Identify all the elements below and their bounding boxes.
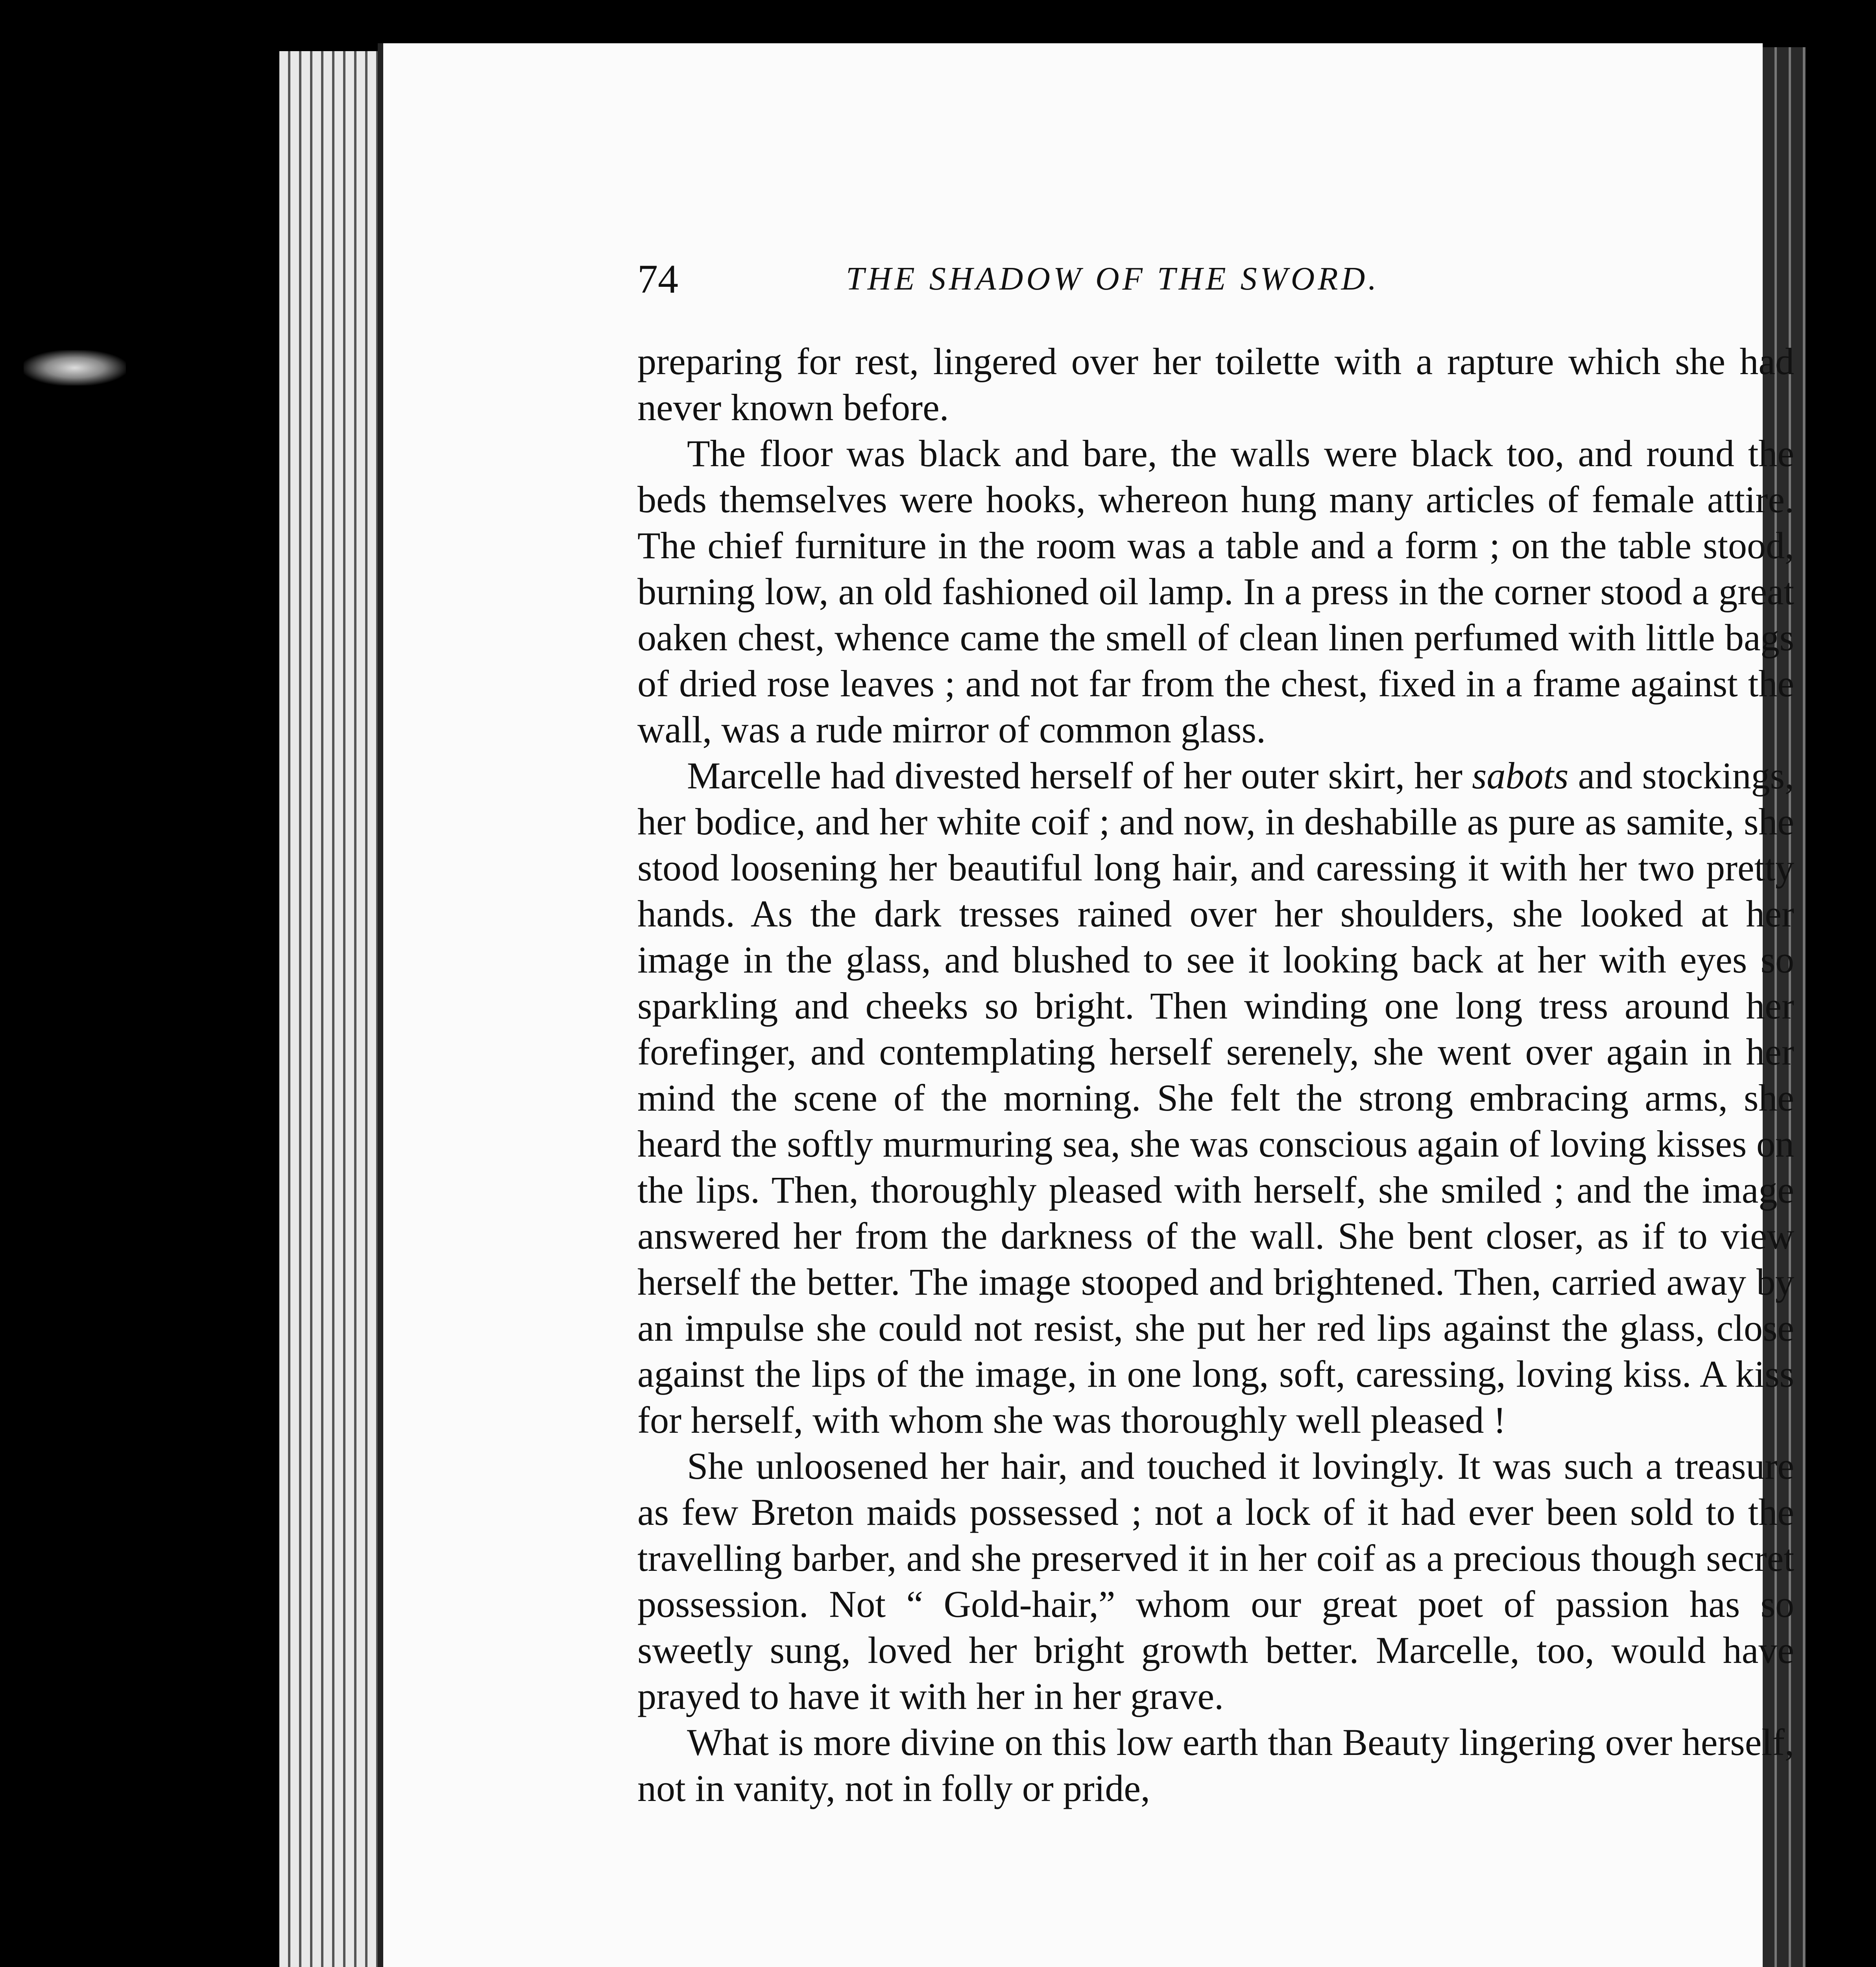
paragraph-1: preparing for rest, lingered over her toilette with a rapture which she had never known before. xyxy=(637,340,1794,428)
margin-stain xyxy=(24,350,126,386)
italic-word: sabots xyxy=(1472,755,1569,797)
page-number: 74 xyxy=(637,256,678,302)
paragraph-3 xyxy=(637,753,1794,1443)
running-title: THE SHADOW OF THE SWORD. xyxy=(846,260,1380,297)
paragraph-2: The floor was black and bare, the walls were black too, and round the beds themselves were hooks, whereon hung many articles of female attire. The chief furniture in the room was a table and a form ; on the table stood, burning low, an old fashioned oil lamp. In a press in the corner stood a great oaken chest, whence came the smell of clean linen perfumed with little bags of dried rose leaves ; and not far from the chest, fixed in a frame against the wall, was a rude mirror of common glass. xyxy=(637,432,1794,751)
page-stack-edge xyxy=(279,51,378,1967)
body-text xyxy=(637,338,1794,1811)
running-header xyxy=(637,256,1621,307)
paragraph-4: She unloosened her hair, and touched it lovingly. It was such a treasure as few Breton maids possessed ; not a lock of it had ever been sold to the travelling barber, and she preserved it in her coif as a precious though secret possession. Not “ Gold-hair,” whom our great poet of passion has so sweetly sung, loved her bright growth better. Marcelle, too, would have prayed to have it with her in her grave. xyxy=(637,1445,1794,1717)
paragraph-5: What is more divine on this low earth than Beauty lingering over herself, not in vanity, not in folly or pride, xyxy=(637,1721,1794,1809)
paragraph-3-rest: and stockings, her bodice, and her white coif ; and now, in deshabille as pure as samite, she stood loosening her beautiful long hair, and caressing it with her two pretty hands. As the dark tresses rained over her shoulders, she looked at her image in the glass, and blushed to see it looking back at her with eyes so sparkling and cheeks so bright. Then winding one long tress around her forefinger, and contemplating herself serenely, she went over again in her mind the scene of the morning. She felt the strong embracing arms, she heard the softly murmuring sea, she was conscious again of loving kisses on the lips. Then, thoroughly pleased with herself, she smiled ; and the image answered her from the darkness of the wall. She bent closer, as if to view herself the better. The image stooped and brightened. Then, carried away by an impulse she could not resist, she put her red lips against the glass, close against the lips of the image, in one long, soft, caressing, loving kiss. A kiss for herself, with whom she was thoroughly well pleased ! xyxy=(637,755,1795,1441)
paragraph-3-lead: Marcelle had divested herself of her outer skirt, her xyxy=(687,755,1462,797)
